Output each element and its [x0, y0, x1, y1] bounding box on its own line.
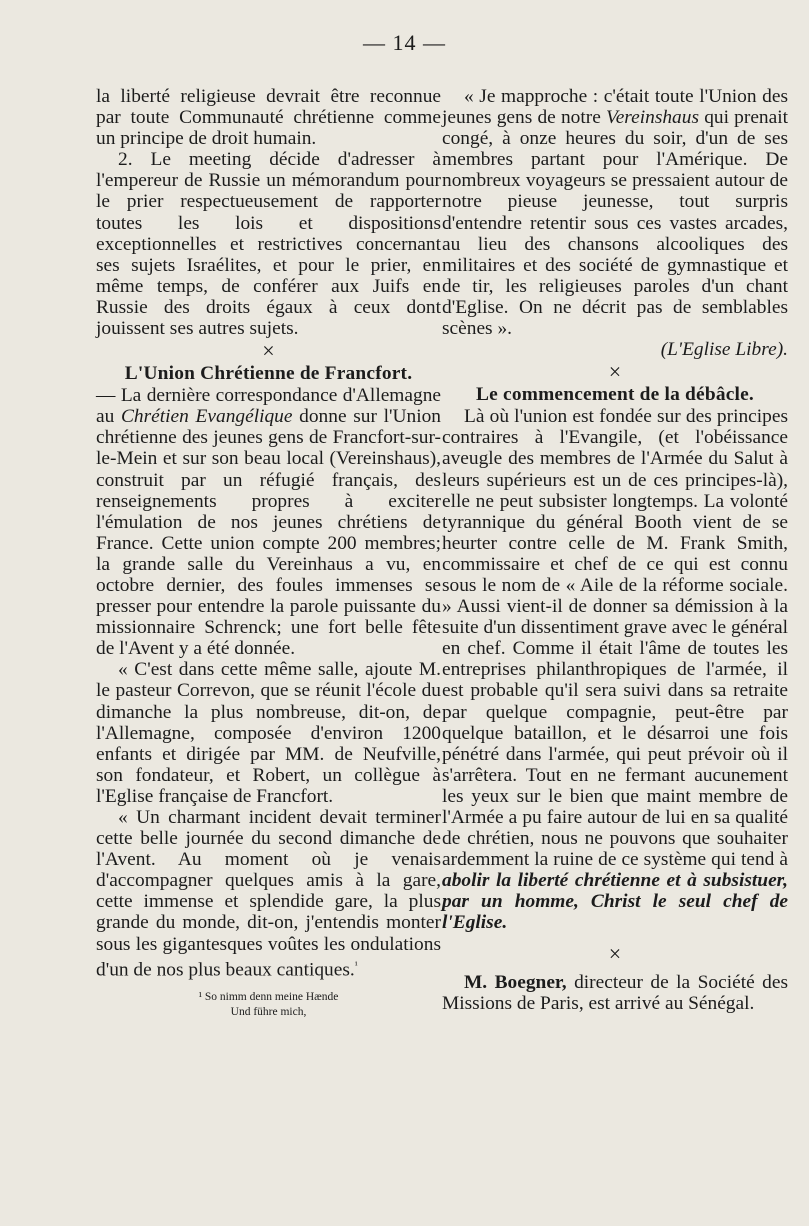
section-heading: L'Union Chrétienne de Francfort.	[124, 363, 413, 385]
section-separator: ×	[608, 940, 622, 966]
italic-text: Chrétien Evangélique	[121, 406, 293, 428]
attribution: (L'Eglise Libre).	[660, 339, 788, 361]
footnote	[96, 990, 441, 1020]
italic-text: abolir la liberté chrétienne et à subsistuer, par un homme, Christ le seul chef de l'Eglise.	[442, 870, 788, 934]
right-column	[442, 86, 788, 1014]
section-separator: ×	[608, 359, 622, 385]
footnote-line: Und führe mich,	[230, 1006, 307, 1019]
paragraph: Là où l'union est fondée sur des principes contraires à l'Evangile, (et l'obéissance aveugle des membres de l'Armée du Salut à leurs supérieurs est un de ces principes-là), elle ne peut subsister longtemps. La volonté tyrannique du général Booth vient de se heurter contre celle de M. Frank Smith, commissaire et chef de ce qui est connu sous le nom de « Aile de la réforme sociale. » Aussi vient-il de donner sa démission à la suite d'un dissentiment grave avec le général en chef. Comme il était l'âme de toutes les entreprises philanthropiques de l'armée, il est probable qu'il sera suivi dans sa retraite par quelque compagnie, peut-être par quelque bataillon, et le désarroi une fois pénétré dans l'armée, qui peut prévoir où il s'arrêtera. Tout en ne fermant aucunement les yeux sur le bien que maint membre de l'Armée a pu faire autour de lui en sa qualité de chrétien, nous ne pouvons que souhaiter ardemment la ruine de ce système qui tend à abolir la liberté chrétienne et à subsistuer, par un homme, Christ le seul chef de l'Eglise.	[442, 406, 788, 934]
paragraph: « Je mapproche : c'était toute l'Union des jeunes gens de notre Vereinshaus qui prenait congé, à onze heures du soir, d'un de ses membres partant pour l'Amérique. De nombreux voyageurs se pressaient autour de notre pieuse jeunesse, tout surpris d'entendre retentir sous ces vastes arcades, au lieu des chansons alcooliques des militaires et des société de gymnastique et de tir, les religieuses paroles d'un chant d'Eglise. On ne décrit pas de semblables scènes ».	[442, 86, 788, 340]
paragraph: la liberté religieuse devrait être reconnue par toute Communauté chrétienne comme un principe de droit humain.	[96, 86, 441, 150]
section-separator: ×	[262, 338, 275, 364]
left-column	[96, 86, 441, 1020]
page-number: — 14 —	[363, 30, 446, 55]
section-heading: Le commencement de la débâcle.	[476, 384, 754, 406]
paragraph: — La dernière correspondance d'Allemagne au Chrétien Evangélique donne sur l'Union chrétienne des jeunes gens de Francfort-sur-le-Mein et sur son beau local (Vereinshaus), construit par un réfugié français, des renseignements propres à exciter l'émulation de nos jeunes chrétiens de France. Cette union compte 200 membres; la grande salle du Vereinhaus a vu, en octobre dernier, des foules immenses se presser pour entendre la parole puissante du missionnaire Schrenck; une fort belle fête de l'Avent y a été donnée.	[96, 385, 441, 660]
footnote-marker: ¹	[354, 959, 358, 971]
paragraph: 2. Le meeting décide d'adresser à l'empereur de Russie un mémorandum pour le prier respectueusement de rapporter toutes les lois et dispositions exceptionnelles et restrictives concernant ses sujets Israélites, et pour le prier, en même temps, de conférer aux Juifs en Russie des droits égaux à ceux dont jouissent ses autres sujets.	[96, 149, 441, 340]
footnote-line: ¹ So nimm denn meine Hænde	[198, 991, 339, 1004]
paragraph: M. Boegner, directeur de la Société des Missions de Paris, est arrivé au Sénégal.	[442, 971, 788, 1014]
paragraph: « Un charmant incident devait terminer cette belle journée du second dimanche de l'Avent. Au moment où je venais d'accompagner quelques amis à la gare, cette immense et splendide gare, la plus grande du monde, dit-on, j'entendis monter sous les gigantesques voûtes les ondulations d'un de nos plus beaux cantiques.$^{^1}$	[96, 807, 441, 981]
italic-text: Vereinshaus	[606, 107, 699, 129]
paragraph: « C'est dans cette même salle, ajoute M. le pasteur Correvon, que se réunit l'école du dimanche la plus nombreuse, dit-on, de l'Allemagne, composée d'environ 1200 enfants et dirigée par MM. de Neufville, son fondateur, et Robert, un collègue à l'Eglise française de Francfort.	[96, 659, 441, 807]
bold-text: M. Boegner,	[464, 971, 567, 993]
